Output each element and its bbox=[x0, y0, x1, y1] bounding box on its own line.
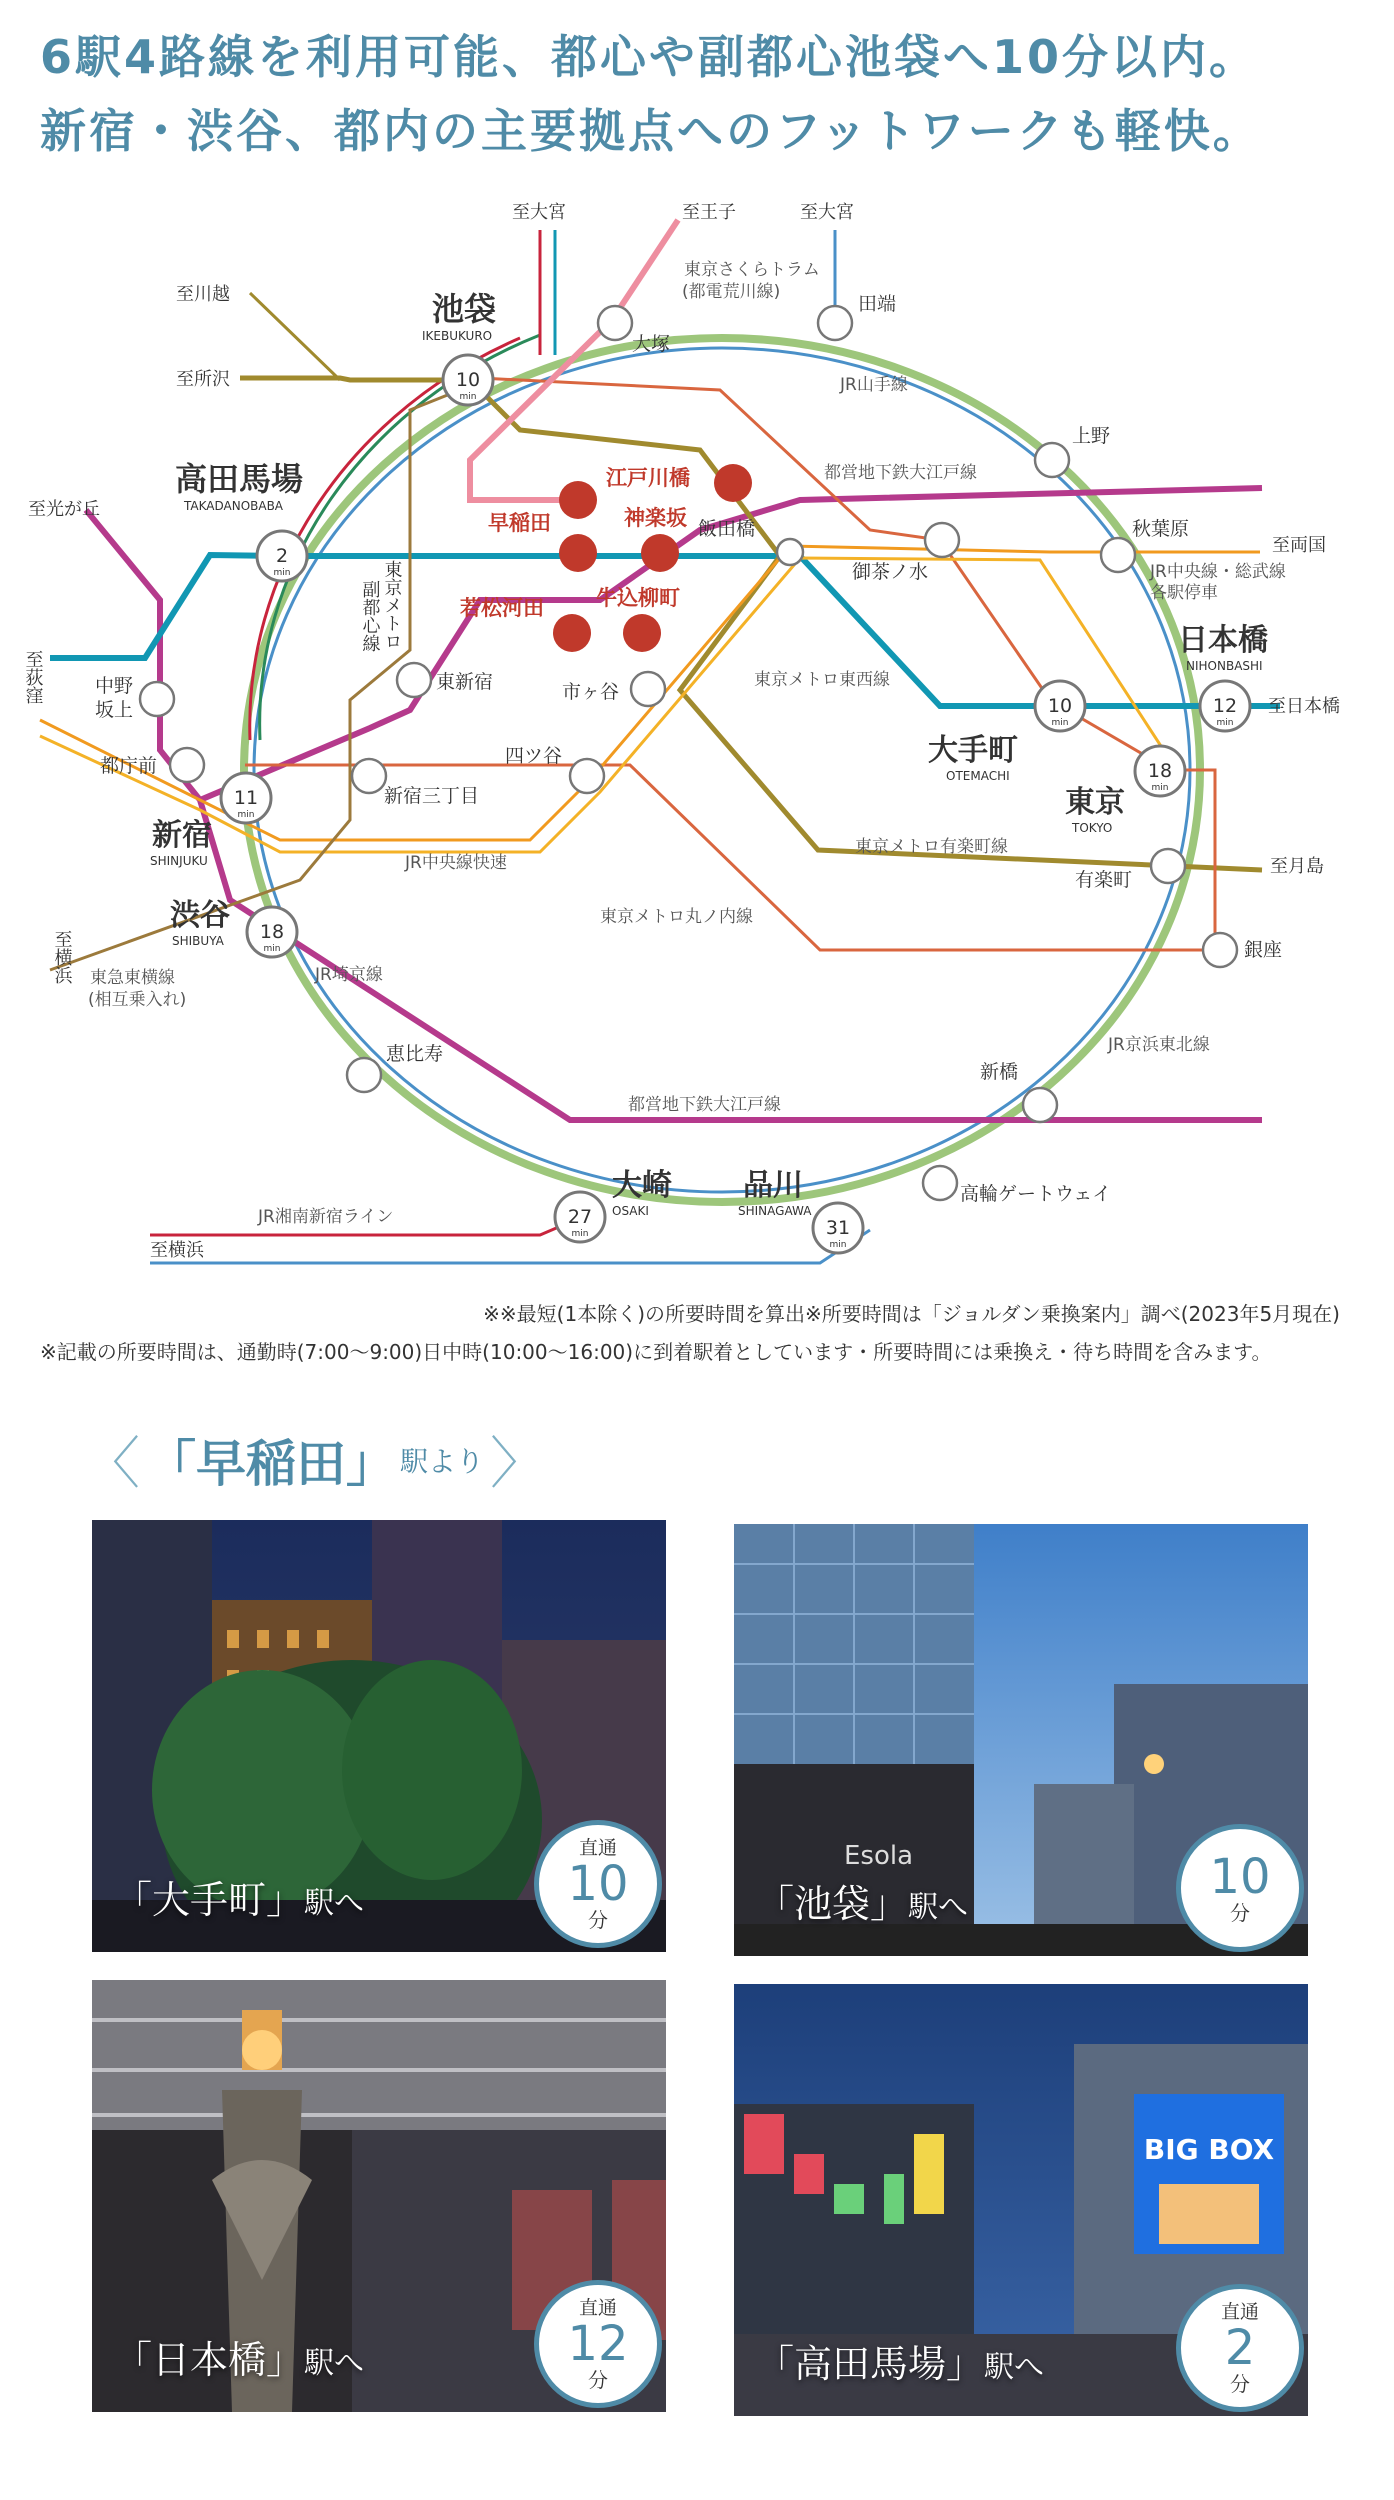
direct-label: 直通 bbox=[1220, 2300, 1259, 2323]
toyoko-label-sub: (相互乗入れ) bbox=[88, 990, 187, 1010]
ikebukuro-label bbox=[756, 1873, 968, 1928]
takanawa-name: 高輪ゲートウェイ bbox=[960, 1183, 1112, 1205]
otsuka-station bbox=[598, 306, 632, 340]
osaki-unit: min bbox=[571, 1229, 589, 1239]
ochanomizu-name: 御茶ノ水 bbox=[852, 561, 929, 583]
nihonbashi-unit: min bbox=[1216, 718, 1234, 728]
quote-open: 「 bbox=[756, 2342, 795, 2386]
takadanobaba-unit: min bbox=[273, 568, 291, 578]
minutes-unit: 分 bbox=[1230, 1901, 1250, 1925]
minutes-value: 2 bbox=[1224, 2319, 1256, 2376]
terminal-tokorozawa: 至所沢 bbox=[176, 369, 230, 390]
shibuya-time: 18 bbox=[259, 921, 285, 943]
ueno-station bbox=[1035, 443, 1069, 477]
headline-line-1: 6駅4路線を利用可能、都心や副都心池袋へ10分以内。 bbox=[40, 30, 1259, 84]
terminal-tsukishima: 至月島 bbox=[1270, 856, 1324, 877]
ginza-name: 銀座 bbox=[1244, 939, 1283, 961]
destination-card-nihonbashi bbox=[92, 1980, 666, 2412]
minutes-unit: 分 bbox=[1230, 2371, 1250, 2396]
otemachi-name: 大手町 bbox=[928, 733, 1018, 768]
toyoko-label: 東急東横線 bbox=[90, 968, 175, 988]
otemachi-unit: min bbox=[1051, 718, 1069, 728]
shinjuku-name: 新宿 bbox=[152, 818, 212, 853]
shinjuku-badge bbox=[221, 773, 271, 823]
minutes-value: 12 bbox=[567, 2315, 629, 2372]
shinagawa-en: SHINAGAWA bbox=[738, 1204, 812, 1218]
ushigome-label: 牛込柳町 bbox=[596, 586, 680, 610]
from-station-name: 早稲田 bbox=[196, 1435, 346, 1493]
destination-name: 池袋 bbox=[794, 1882, 871, 1926]
ikebukuro-en: IKEBUKURO bbox=[422, 329, 493, 343]
quote-close: 」 bbox=[266, 1878, 305, 1922]
osaki-time: 27 bbox=[567, 1206, 593, 1228]
terminal-ryogoku: 至両国 bbox=[1272, 535, 1326, 556]
tabata-name: 田端 bbox=[858, 293, 897, 315]
nakanosakaue-name-2: 坂上 bbox=[95, 699, 134, 721]
otemachi-time-badge bbox=[534, 1820, 662, 1948]
direct-label: 直通 bbox=[578, 1836, 617, 1859]
edogawabashi-label: 江戸川橋 bbox=[606, 466, 690, 490]
takanawa-station bbox=[923, 1166, 957, 1200]
ikebukuro-unit: min bbox=[459, 392, 477, 402]
chuo-rapid-label: JR中央線快速 bbox=[405, 853, 507, 873]
yamanote-label: JR山手線 bbox=[840, 375, 908, 395]
ikebukuro-badge bbox=[443, 355, 493, 405]
terminal-yokohama-bottom: 至横浜 bbox=[150, 1240, 204, 1261]
tokyo-name: 東京 bbox=[1065, 785, 1125, 820]
destination-suffix: 駅へ bbox=[304, 2346, 365, 2381]
nihonbashi-label bbox=[114, 2329, 364, 2384]
terminal-omiya-1: 至大宮 bbox=[512, 202, 566, 223]
tochomae-name: 都庁前 bbox=[100, 755, 158, 777]
shibuya-en: SHIBUYA bbox=[172, 934, 224, 948]
minutes-unit: 分 bbox=[588, 2367, 608, 2392]
quote-open: 「 bbox=[114, 2338, 153, 2382]
from-station-title bbox=[78, 1420, 552, 1500]
yurakucho-label: 東京メトロ有楽町線 bbox=[855, 837, 1008, 857]
tozai-label: 東京メトロ東西線 bbox=[754, 670, 890, 690]
shonan-label: JR湘南新宿ライン bbox=[258, 1207, 394, 1227]
tobu-line bbox=[250, 293, 340, 380]
nakanosakaue-name-1: 中野 bbox=[95, 675, 134, 697]
terminal-yokohama-left: 至横浜 bbox=[51, 930, 73, 984]
destination-name: 日本橋 bbox=[152, 2338, 267, 2382]
saikyo-label: JR埼京線 bbox=[315, 965, 383, 985]
kagurazaka-dot bbox=[641, 534, 679, 572]
fukutoshin-label-1: 東京メトロ bbox=[381, 560, 403, 650]
ginza-station bbox=[1203, 933, 1237, 967]
takadanobaba-time: 2 bbox=[275, 545, 289, 567]
quote-open: 「 bbox=[756, 1882, 795, 1926]
yotsuya-name: 四ツ谷 bbox=[505, 745, 563, 767]
nakanosakaue-station bbox=[140, 682, 174, 716]
shinjukusanchome-station bbox=[352, 759, 386, 793]
nihonbashi-time: 12 bbox=[1212, 695, 1238, 717]
takadanobaba-label bbox=[756, 2333, 1044, 2388]
tram-label: 東京さくらトラム bbox=[684, 260, 820, 280]
terminal-hikarigaoka: 至光が丘 bbox=[28, 499, 100, 520]
ikebukuro-time: 10 bbox=[455, 369, 481, 391]
takadanobaba-en: TAKADANOBABA bbox=[184, 499, 284, 513]
osaki-name: 大崎 bbox=[612, 1168, 672, 1203]
osaki-en: OSAKI bbox=[612, 1204, 649, 1218]
otsuka-name: 大塚 bbox=[632, 333, 671, 355]
direct-label: 直通 bbox=[578, 2296, 617, 2319]
title-quote-close: 」 bbox=[346, 1435, 396, 1493]
shinjukusanchome-name: 新宿三丁目 bbox=[384, 785, 480, 807]
yurakucho-name: 有楽町 bbox=[1075, 869, 1133, 891]
from-station-suffix: 駅より bbox=[400, 1445, 485, 1478]
shinagawa-time: 31 bbox=[825, 1217, 851, 1239]
higashishinjuku-station bbox=[397, 663, 431, 697]
shinjuku-unit: min bbox=[237, 810, 255, 820]
tabata-station bbox=[818, 306, 852, 340]
ichigaya-name: 市ヶ谷 bbox=[562, 681, 620, 703]
ushigome-dot bbox=[623, 614, 661, 652]
terminal-oji: 至王子 bbox=[682, 202, 736, 223]
destination-card-ikebukuro bbox=[734, 1524, 1308, 1956]
otemachi-badge bbox=[1035, 681, 1085, 731]
quote-close: 」 bbox=[870, 1882, 909, 1926]
quote-close: 」 bbox=[946, 2342, 985, 2386]
destination-suffix: 駅へ bbox=[304, 1886, 365, 1921]
bigbox-sign: BIG BOX bbox=[1143, 2133, 1275, 2166]
iidabashi-station bbox=[777, 539, 803, 565]
edogawabashi-dot bbox=[714, 464, 752, 502]
takadanobaba-badge bbox=[257, 531, 307, 581]
marunouchi-label: 東京メトロ丸ノ内線 bbox=[600, 907, 753, 927]
keihin-label: JR京浜東北線 bbox=[1108, 1035, 1210, 1055]
tokyo-badge bbox=[1135, 746, 1185, 796]
otemachi-label bbox=[114, 1869, 364, 1924]
nihonbashi-badge bbox=[1200, 681, 1250, 731]
terminal-kawagoe: 至川越 bbox=[176, 284, 230, 305]
waseda-dot-2 bbox=[559, 534, 597, 572]
nihonbashi-en: NIHONBASHI bbox=[1186, 659, 1263, 673]
shinagawa-badge bbox=[813, 1203, 863, 1253]
tokyo-unit: min bbox=[1151, 783, 1169, 793]
chuo-sobu-label-1: JR中央線・総武線 bbox=[1150, 562, 1286, 582]
quote-close: 」 bbox=[266, 2338, 305, 2382]
tokyo-en: TOKYO bbox=[1072, 821, 1113, 835]
shibuya-badge bbox=[247, 907, 297, 957]
shibuya-name: 渋谷 bbox=[170, 898, 230, 933]
sakura-tram-line bbox=[470, 220, 678, 500]
osaki-badge bbox=[555, 1192, 605, 1242]
takadanobaba-time-badge bbox=[1176, 2284, 1304, 2412]
wakamatsu-dot bbox=[553, 614, 591, 652]
shinagawa-name: 品川 bbox=[743, 1168, 803, 1203]
oedo-north-label: 都営地下鉄大江戸線 bbox=[824, 463, 977, 483]
title-bracket-close: 〉 bbox=[490, 1432, 547, 1497]
yurakucho-station bbox=[1151, 849, 1185, 883]
ueno-name: 上野 bbox=[1072, 425, 1111, 447]
headline bbox=[40, 20, 1370, 168]
otemachi-en: OTEMACHI bbox=[946, 769, 1010, 783]
kagurazaka-label: 神楽坂 bbox=[624, 506, 687, 530]
chuo-sobu-label-2: 各駅停車 bbox=[1150, 583, 1218, 603]
quote-open: 「 bbox=[114, 1878, 153, 1922]
waseda-dot bbox=[559, 481, 597, 519]
title-bracket-open: 〈 bbox=[84, 1432, 140, 1497]
footnote-1: ※※最短(1本除く)の所要時間を算出※所要時間は「ジョルダン乗換案内」調べ(2023年5月現在) bbox=[483, 1302, 1340, 1326]
destination-card-otemachi bbox=[92, 1520, 666, 1952]
title-quote-open: 「 bbox=[146, 1435, 196, 1493]
nihonbashi-name: 日本橋 bbox=[1178, 623, 1268, 658]
shimbashi-name: 新橋 bbox=[980, 1061, 1019, 1083]
ikebukuro-time-badge bbox=[1176, 1824, 1304, 1952]
ichigaya-station bbox=[631, 672, 665, 706]
footnotes bbox=[40, 1295, 1360, 1371]
destination-name: 高田馬場 bbox=[794, 2342, 947, 2386]
ebisu-name: 恵比寿 bbox=[386, 1043, 444, 1065]
ikebukuro-name: 池袋 bbox=[432, 290, 497, 328]
akihabara-station bbox=[1101, 538, 1135, 572]
destination-name: 大手町 bbox=[152, 1878, 267, 1922]
higashishinjuku-name: 東新宿 bbox=[436, 671, 494, 693]
takadanobaba-name: 高田馬場 bbox=[175, 460, 304, 498]
iidabashi-name: 飯田橋 bbox=[698, 518, 756, 540]
tochomae-station bbox=[170, 748, 204, 782]
destination-suffix: 駅へ bbox=[984, 2350, 1045, 2385]
nihonbashi-time-badge bbox=[534, 2280, 662, 2408]
oedo-south-label: 都営地下鉄大江戸線 bbox=[628, 1095, 781, 1115]
route-map bbox=[0, 180, 1394, 1280]
esola-sign: Esola bbox=[844, 1841, 914, 1871]
yotsuya-station bbox=[570, 759, 604, 793]
footnote-2: ※記載の所要時間は、通勤時(7:00〜9:00)日中時(10:00〜16:00)に到着駅着としています・所要時間には乗換え・待ち時間を含みます。 bbox=[40, 1340, 1272, 1364]
tram-label-sub: (都電荒川線) bbox=[682, 282, 781, 302]
wakamatsu-label: 若松河田 bbox=[460, 596, 544, 620]
minutes-value: 10 bbox=[567, 1855, 629, 1912]
headline-line-2: 新宿・渋谷、都内の主要拠点へのフットワークも軽快。 bbox=[40, 104, 1262, 158]
akihabara-name: 秋葉原 bbox=[1132, 518, 1190, 540]
shinjuku-en: SHINJUKU bbox=[150, 854, 208, 868]
ochanomizu-station bbox=[925, 523, 959, 557]
tokyo-time: 18 bbox=[1147, 760, 1173, 782]
shinjuku-time: 11 bbox=[233, 787, 259, 809]
terminal-omiya-2: 至大宮 bbox=[800, 202, 854, 223]
minutes-unit: 分 bbox=[588, 1907, 608, 1932]
waseda-label: 早稲田 bbox=[488, 511, 551, 535]
terminal-ogikubo: 至荻窪 bbox=[22, 650, 44, 704]
fukutoshin-label-2: 副都心線 bbox=[359, 580, 381, 652]
destination-suffix: 駅へ bbox=[908, 1890, 969, 1925]
otemachi-time: 10 bbox=[1047, 695, 1073, 717]
shibuya-unit: min bbox=[263, 944, 281, 954]
ebisu-station bbox=[347, 1058, 381, 1092]
destination-card-takadanobaba bbox=[734, 1984, 1308, 2416]
minutes-value: 10 bbox=[1209, 1849, 1271, 1905]
terminal-nihonbashi: 至日本橋 bbox=[1268, 696, 1340, 717]
shimbashi-station bbox=[1023, 1088, 1057, 1122]
shinagawa-unit: min bbox=[829, 1240, 847, 1250]
